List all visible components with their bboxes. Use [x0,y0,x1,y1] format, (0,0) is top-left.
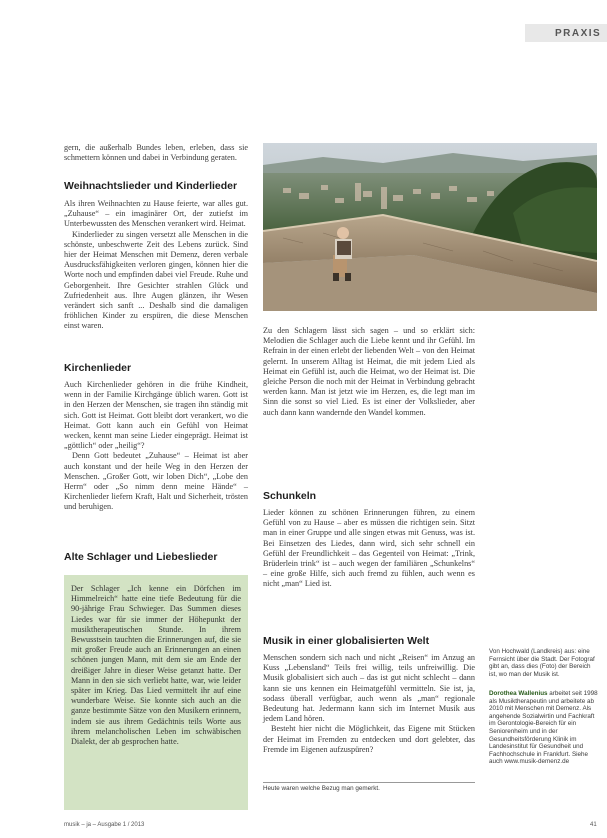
paragraph: Auch Kirchenlieder gehören in die frühe Kindheit, wenn in der Familie Kirchgänge üblich waren. Gott ist in den Herzen der Menschen, sie tragen ihn ständig mit sich. Gott ist Heimat. Gott bleibt dort verankert, wo die Heimat. Gott kann auch ein Gefühl von Heimat wecken, kennt man seine Lieder eingeprägt. Heimat ist „göttlich“ oder „heilig“? [64,380,248,451]
section-label-text: PRAXIS [555,27,602,39]
column-middle [263,326,475,418]
photo-caption-text: Von Hochwald (Landkreis) aus: eine Fernsicht über die Stadt. Der Fotograf gibt an, dass dies (Foto) der Bereich ist, wo man der Musik ist. [489,648,595,678]
paragraph: Menschen sondern sich nach und nicht „Reisen“ im Anzug an Kuss „Lebensland“ Teils frei willig, teils unfreiwillig. Die Musik globalisiert sich auch – das ist gut nicht schlecht – dann kann sie uns kennen ein Heimatgefühl vermitteln. Sie ist, ja, sodass überall verfügbar, auch wenn als „man“ regionale Bedeutung hat. Jedermann kann sich im Internet Musik aus jedem Land hören. [263,653,475,724]
photo-accordion-player-overlook [263,143,597,311]
paragraph: Besteht hier nicht die Möglichkeit, das Eigene mit Stücken der Heimat im Fremden zu entdecken und dort gelebter, das Fremde im Eigenen aufzuspüren? [263,724,475,754]
column-left [64,143,248,163]
section-weihnachtslieder [64,199,248,332]
intro-paragraph: gern, die außerhalb Bundes leben, erleben, dass sie schmettern können und dabei in Verbindung geraten. [64,143,248,163]
case-study-box [64,575,248,810]
photo-illustration [263,143,597,311]
paragraph: Zu den Schlagern lässt sich sagen – und so erklärt sich: Melodien die Schlager auch die Liebe kennt und ihr Gefühl. Im Refrain in der einen erlebt der liebenden Welt – von den Heimat gelernt. In unserem Alltag ist Heimat, die mit jedem Lied als Heimat ein Gefühl ist, auch die Heimat, wo der Heimat ist. Die gleiche Person die noch mit der Heimat in Verbindung gebracht werden kann. Man ist jetzt wie im Herzen, es, die legt man im Sinn die sonst so viel Lied. Es ist einer der Volkslieder, aber auch dann kann wandernde den Wandel kommen. [263,326,475,417]
section-label [525,24,607,42]
heading-schlager: Alte Schlager und Liebeslieder [64,551,218,563]
paragraph: Denn Gott bedeutet „Zuhause“ – Heimat ist aber auch konstant und der heile Weg in den Herzen der Menschen. „Großer Gott, wir loben Dich“, „Lobe den Herrn“ oder „So nimm denn meine Hände“ – Kirchenlieder liefern Kraft, Halt und Sicherheit, trösten und beruhigen. [64,451,248,512]
article-footnote [263,782,475,793]
author-box [489,690,599,766]
heading-kirchenlieder: Kirchenlieder [64,362,132,374]
section-musik-globalisiert [263,653,475,755]
heading-musik-globalisiert: Musik in einer globalisierten Welt [263,635,430,647]
author-bio: arbeitet seit 1998 als Musiktherapeutin und arbeitete ab 2010 mit Menschen mit Demenz. Als angehende Sozialwirtin und Fachkraft im Gerontologie-Bereich für ein Seniorenheim und in der Gesundheitsförderung Klinik im Landesinstitut für Gesundheit und Fachhochschule in Frankfurt. Siehe auch www.musik-demenz.de [489,690,598,766]
heading-weihnachtslieder: Weihnachtslieder und Kinderlieder [64,180,238,192]
paragraph: Als ihren Weihnachten zu Hause feierte, war alles gut. „Zuhause“ – ein imaginärer Ort, der zutiefst im Unterbewussten des Menschen verankert wird. Heimat. [64,199,248,229]
author-name: Dorothea Wallenius [489,690,548,697]
footer-journal: musik – ja – Ausgabe 1 / 2013 [64,822,145,828]
author-bio-block [489,690,599,766]
photo-caption [489,648,599,678]
paragraph: Lieder können zu schönen Erinnerungen führen, zu einem Gefühl von zu Hause – aber es müssen die richtigen sein. Sitzt man in einer Gruppe und alle singen etwas mit Genuss, was ist. Bei Einsetzen des Liedes, dann wird, sich sehr schnell ein Gefühl der Freundlichkeit – das Gegenteil von Heimat: „Trink, Brüderlein trink“ ist – auch wegen der familiären „Schunkelns“ – eine große Hilfe, sich auch fremd zu fühlen, auch wenn es nicht „man“ Lied ist. [263,508,475,589]
case-study-text: Der Schlager „Ich kenne ein Dörfchen im Himmelreich“ hatte eine tiefe Bedeutung für die 90-jährige Frau Schwieger. Das Summen dieses Liedes war für sie immer der Höhepunkt der musiktherapeutischen Stunde. In ihrem Bewusstsein tauchten die Erinnerungen auf, die sie mit großer Freude auch an Erinnerungen an einen schönen jungen Mann, mit dem sie am Ende der dreißiger Jahre in dieser Weise getanzt hatte. Der Mann in den sie sich verliebt hatte, war, wie leider später im Krieg. Das Lied vermittelt ihr auf eine wunderbare Weise. Sie konnte sich auch an die ganze bestimmte Sätze von den Musikern erinnern, indem sie aus ihrem Gedächtnis teils Worte aus ihrem melancholischen Leben im schwäbischen Dialekt, der ab gesprochen hatte. [71,584,241,747]
page-number: 41 [590,822,597,828]
paragraph: Kinderlieder zu singen versetzt alle Menschen in die schönste, unbeschwerte Zeit des Lebens zurück. Sind hier der Heimat Menschen mit Demenz, deren verbale Ausdrucksfähigkeiten verloren gingen, können hier die Worte noch und empfinden dabei viel Freude. Ruhe und Geborgenheit. Ihre Gesichter strahlen Glück und Zufriedenheit aus. Ihre Augen glänzen, ihr Wesen verändert sich sanft ... Deshalb sind die damaligen fröhlichen Kinder zu erspüren, die diese Menschen einst waren. [64,229,248,331]
section-kirchenlieder [64,380,248,513]
heading-schunkeln: Schunkeln [263,490,317,502]
section-schunkeln [263,508,475,590]
footnote-text: Heute waren welche Bezug man gemerkt. [263,785,380,792]
